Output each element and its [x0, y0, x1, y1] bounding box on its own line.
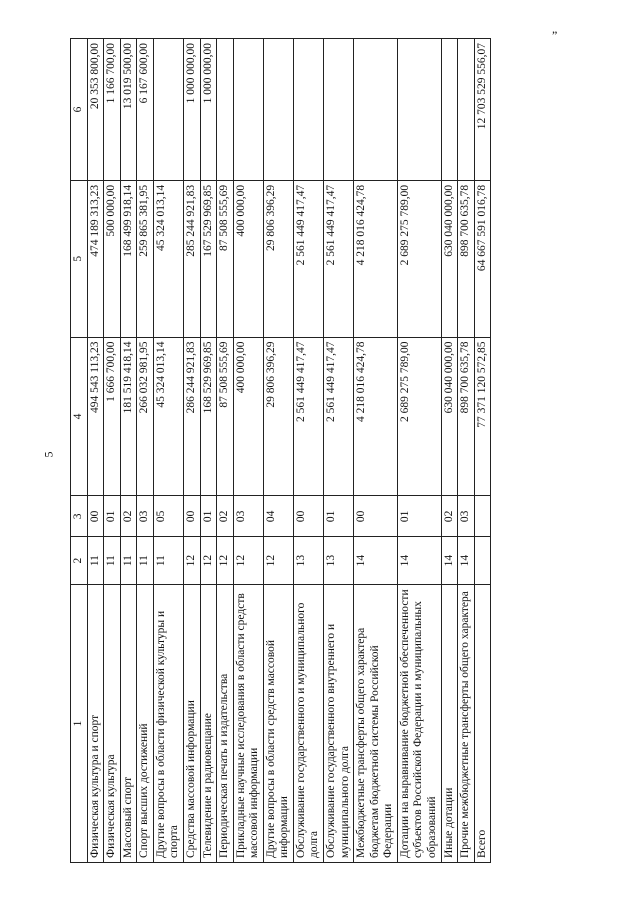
table-row	[217, 39, 234, 863]
cell-v6	[217, 39, 234, 181]
cell-pr: 00	[183, 496, 200, 537]
cell-name: Периодическая печать и издательства	[217, 584, 234, 862]
cell-v5: 898 700 635,78	[458, 180, 475, 337]
cell-v6: 13 019 500,00	[120, 39, 137, 181]
cell-pr: 03	[233, 496, 263, 537]
cell-name: Другие вопросы в области средств массовой информации	[263, 584, 293, 862]
cell-rz: 11	[87, 537, 104, 585]
cell-rz: 11	[153, 537, 183, 585]
cell-rz: 12	[217, 537, 234, 585]
cell-pr: 02	[120, 496, 137, 537]
cell-rz	[474, 537, 491, 585]
cell-v4: 2 561 449 417,47	[324, 337, 354, 496]
cell-name: Средства массовой информации	[183, 584, 200, 862]
cell-v6: 12 703 529 556,07	[474, 39, 491, 181]
cell-v4: 4 218 016 424,78	[354, 337, 398, 496]
cell-v5: 64 667 591 016,78	[474, 180, 491, 337]
table-row	[324, 39, 354, 863]
table-row	[153, 39, 183, 863]
cell-v6: 20 353 800,00	[87, 39, 104, 181]
cell-v6	[233, 39, 263, 181]
cell-name: Прикладные научные исследования в области средств массовой информации	[233, 584, 263, 862]
cell-name: Другие вопросы в области физической культуры и спорта	[153, 584, 183, 862]
cell-v6: 1 166 700,00	[104, 39, 121, 181]
cell-name: Дотации на выравнивание бюджетной обеспеченности субъектов Российской Федерации и муниципальных образований	[397, 584, 441, 862]
table-row	[120, 39, 137, 863]
cell-name: Телевидение и радиовещание	[200, 584, 217, 862]
cell-pr: 00	[293, 496, 323, 537]
cell-pr: 00	[354, 496, 398, 537]
table-row	[183, 39, 200, 863]
cell-name: Межбюджетные трансферты общего характера бюджетам бюджетной системы Российской Федерации	[354, 584, 398, 862]
cell-rz: 13	[293, 537, 323, 585]
cell-v5: 474 189 313,23	[87, 180, 104, 337]
cell-v4: 266 032 981,95	[137, 337, 154, 496]
cell-v6	[153, 39, 183, 181]
cell-v4: 898 700 635,78	[458, 337, 475, 496]
table-row	[200, 39, 217, 863]
header-cell: 2	[71, 537, 88, 585]
cell-pr: 02	[441, 496, 458, 537]
cell-v5: 167 529 969,85	[200, 180, 217, 337]
table-header-row	[71, 39, 88, 863]
table-row	[441, 39, 458, 863]
cell-v4: 1 666 700,00	[104, 337, 121, 496]
cell-rz: 12	[200, 537, 217, 585]
cell-pr: 05	[153, 496, 183, 537]
cell-v4: 2 689 275 789,00	[397, 337, 441, 496]
cell-name: Массовый спорт	[120, 584, 137, 862]
cell-pr: 01	[397, 496, 441, 537]
cell-v5: 4 218 016 424,78	[354, 180, 398, 337]
cell-rz: 11	[137, 537, 154, 585]
cell-v5: 400 000,00	[233, 180, 263, 337]
cell-v4: 400 000,00	[233, 337, 263, 496]
cell-v4: 45 324 013,14	[153, 337, 183, 496]
cell-v6	[458, 39, 475, 181]
cell-v5: 45 324 013,14	[153, 180, 183, 337]
table-row	[233, 39, 263, 863]
cell-v5: 2 689 275 789,00	[397, 180, 441, 337]
cell-v4: 77 371 120 572,85	[474, 337, 491, 496]
cell-pr: 03	[137, 496, 154, 537]
table-row	[458, 39, 475, 863]
cell-v6	[441, 39, 458, 181]
budget-table	[70, 38, 491, 863]
cell-v6	[324, 39, 354, 181]
cell-v6	[397, 39, 441, 181]
cell-rz: 14	[458, 537, 475, 585]
table-row	[137, 39, 154, 863]
cell-v5: 87 508 555,69	[217, 180, 234, 337]
closing-quote-mark: ”	[552, 28, 558, 42]
cell-rz: 14	[441, 537, 458, 585]
header-cell: 5	[71, 180, 88, 337]
cell-v5: 2 561 449 417,47	[293, 180, 323, 337]
cell-name: Спорт высших достижений	[137, 584, 154, 862]
table-row	[87, 39, 104, 863]
cell-v6	[293, 39, 323, 181]
cell-pr: 04	[263, 496, 293, 537]
cell-v6: 1 000 000,00	[183, 39, 200, 181]
table-row	[397, 39, 441, 863]
cell-pr: 03	[458, 496, 475, 537]
cell-v5: 500 000,00	[104, 180, 121, 337]
cell-pr: 01	[324, 496, 354, 537]
cell-v4: 29 806 396,29	[263, 337, 293, 496]
cell-v6: 1 000 000,00	[200, 39, 217, 181]
cell-rz: 12	[183, 537, 200, 585]
cell-name: Обслуживание государственного и муниципального долга	[293, 584, 323, 862]
cell-name: Прочие межбюджетные трансферты общего характера	[458, 584, 475, 862]
cell-pr	[474, 496, 491, 537]
cell-rz: 12	[233, 537, 263, 585]
cell-v4: 286 244 921,83	[183, 337, 200, 496]
cell-rz: 11	[120, 537, 137, 585]
total-row	[474, 39, 491, 863]
cell-name: Обслуживание государственного внутреннего и муниципального долга	[324, 584, 354, 862]
cell-name: Физическая культура и спорт	[87, 584, 104, 862]
table-row	[293, 39, 323, 863]
cell-name: Физическая культура	[104, 584, 121, 862]
cell-v5: 29 806 396,29	[263, 180, 293, 337]
cell-name: Иные дотации	[441, 584, 458, 862]
cell-rz: 14	[354, 537, 398, 585]
cell-rz: 11	[104, 537, 121, 585]
cell-v6	[354, 39, 398, 181]
header-cell: 3	[71, 496, 88, 537]
table-row	[354, 39, 398, 863]
table-row	[104, 39, 121, 863]
cell-v6	[263, 39, 293, 181]
cell-v4: 181 519 418,14	[120, 337, 137, 496]
page-number: 5	[41, 451, 56, 458]
cell-v4: 168 529 969,85	[200, 337, 217, 496]
cell-v6: 6 167 600,00	[137, 39, 154, 181]
cell-rz: 14	[397, 537, 441, 585]
cell-v5: 285 244 921,83	[183, 180, 200, 337]
cell-v4: 630 040 000,00	[441, 337, 458, 496]
header-cell: 6	[71, 39, 88, 181]
cell-rz: 12	[263, 537, 293, 585]
rotated-page	[70, 38, 570, 863]
cell-rz: 13	[324, 537, 354, 585]
cell-pr: 01	[104, 496, 121, 537]
table-row	[263, 39, 293, 863]
cell-pr: 01	[200, 496, 217, 537]
cell-v4: 2 561 449 417,47	[293, 337, 323, 496]
cell-v5: 168 499 918,14	[120, 180, 137, 337]
cell-pr: 02	[217, 496, 234, 537]
cell-v5: 2 561 449 417,47	[324, 180, 354, 337]
cell-pr: 00	[87, 496, 104, 537]
cell-v5: 259 865 381,95	[137, 180, 154, 337]
cell-v5: 630 040 000,00	[441, 180, 458, 337]
cell-v4: 494 543 113,23	[87, 337, 104, 496]
cell-name: Всего	[474, 584, 491, 862]
header-cell: 4	[71, 337, 88, 496]
cell-v4: 87 508 555,69	[217, 337, 234, 496]
header-cell: 1	[71, 584, 88, 862]
